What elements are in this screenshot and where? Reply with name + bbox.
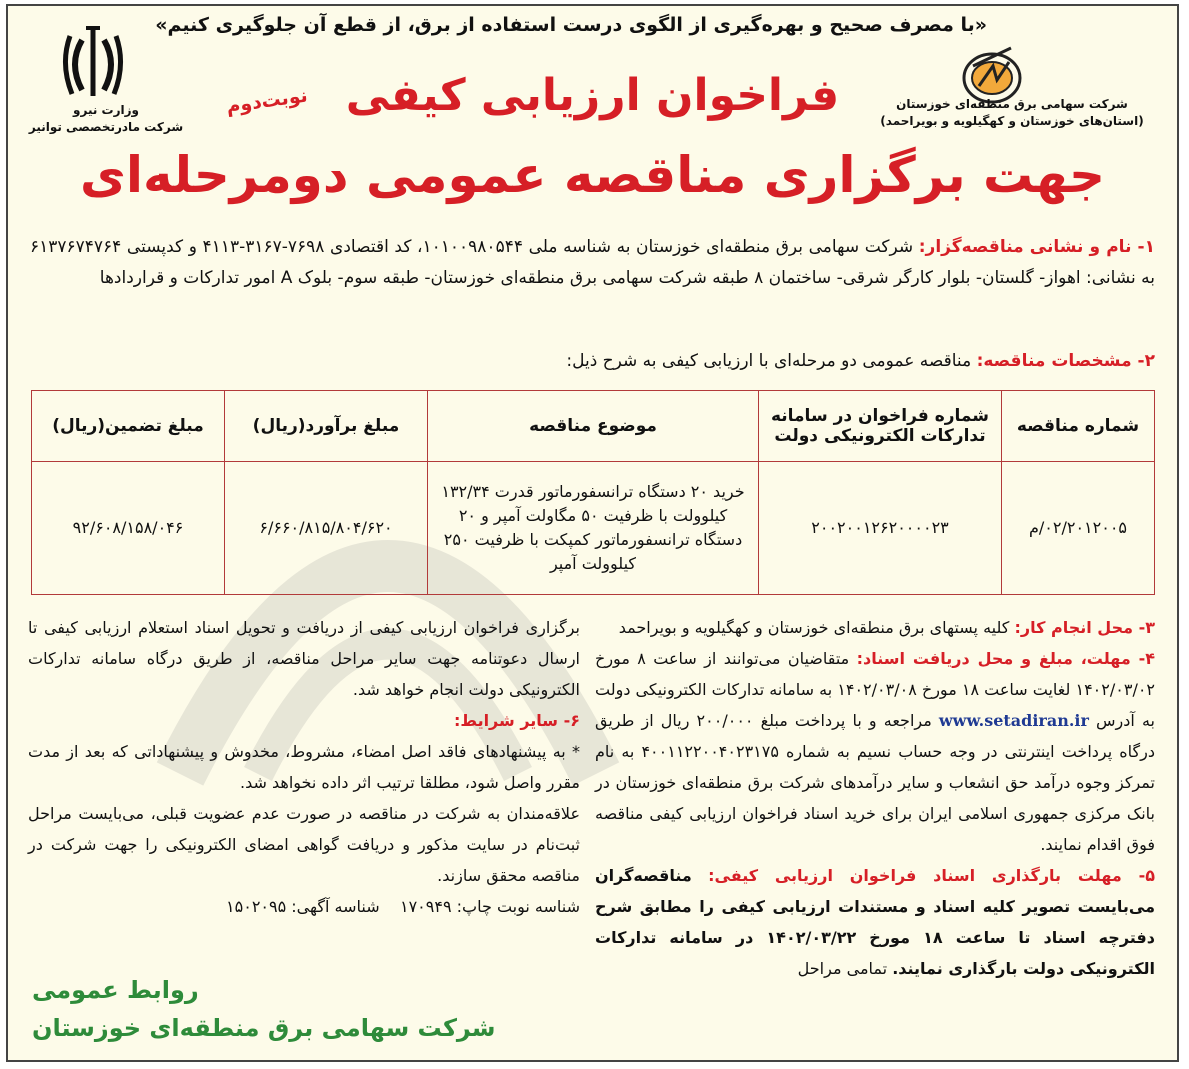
section-6-heading: ۶- سایر شرایط:	[454, 711, 580, 730]
setad-url-link[interactable]: www.setadiran.ir	[938, 711, 1089, 730]
slogan: «با مصرف صحیح و بهره‌گیری از الگوی درست استفاده از برق، از قطع آن جلوگیری کنیم»	[155, 14, 987, 36]
section-5-bold-text: مناقصه‌گران می‌بایست تصویر کلیه اسناد و مستندات ارزیابی کیفی را مطابق شرح دفترچه اسناد تا ساعت ۱۸ مورخ ۱۴۰۲/۰۳/۲۲ در سامانه تدارکات الکترونیکی دولت بارگذاری نمایند.	[595, 866, 1155, 978]
page-title: فراخوان ارزیابی کیفی	[345, 70, 840, 121]
section-2	[30, 346, 1155, 377]
print-id: شناسه نوبت چاپ: ۱۷۰۹۴۹	[399, 897, 580, 916]
cell-guarantee: ۹۲/۶۰۸/۱۵۸/۰۴۶	[32, 462, 225, 595]
signature-line-1: روابط عمومی	[32, 976, 199, 1004]
signature-line-2: شرکت سهامی برق منطقه‌ای خوزستان	[32, 1014, 496, 1042]
round-label: نوبت‌دوم	[224, 84, 309, 118]
footer-ids	[28, 891, 580, 922]
header-estimate: مبلغ برآورد(ریال)	[225, 391, 428, 462]
ministry-block	[26, 102, 186, 136]
section-3	[595, 612, 1155, 643]
section-3-text: کلیه پستهای برق منطقه‌ای خوزستان و کهگیلویه و بویراحمد	[618, 618, 1010, 637]
continuation-text: برگزاری فراخوان ارزیابی کیفی از دریافت و تحویل اسناد استعلام ارزیابی کیفی تا ارسال دعوتنامه جهت سایر مراحل مناقصه، از طریق درگاه سامانه تدارکات الکترونیکی دولت انجام خواهد شد.	[28, 618, 580, 699]
section-5-text: تمامی مراحل	[797, 959, 888, 978]
table-header-row	[32, 391, 1155, 462]
section-1-text: شرکت سهامی برق منطقه‌ای خوزستان به شناسه ملی ۱۰۱۰۰۹۸۰۵۴۴، کد اقتصادی ۷۶۹۸-۳۱۶۷-۴۱۱۳ و کدپستی ۶۱۳۷۶۷۴۷۶۴ به نشانی: اهواز- گلستان- بلوار کارگر شرقی- ساختمان ۸ طبقه شرکت سهامی برق منطقه‌ای خوزستان- طبقه سوم- بلوک A امور تدارکات و قراردادها	[30, 237, 1155, 288]
section-1-heading: ۱- نام و نشانی مناقصه‌گزار:	[918, 237, 1156, 257]
header-guarantee: مبلغ تضمین(ریال)	[32, 391, 225, 462]
iran-emblem-icon	[58, 24, 128, 102]
table-row	[32, 462, 1155, 595]
left-column	[28, 612, 580, 922]
company-name-line2: (استان‌های خوزستان و کهگیلویه و بویراحمد)	[880, 114, 1144, 128]
page-subtitle: جهت برگزاری مناقصه عمومی دومرحله‌ای	[80, 146, 1105, 204]
section-4	[595, 643, 1155, 860]
ad-id: شناسه آگهی: ۱۵۰۲۰۹۵	[226, 897, 380, 916]
section-6-heading-line	[28, 705, 580, 736]
header-subject: موضوع مناقصه	[428, 391, 759, 462]
section-3-heading: ۳- محل انجام کار:	[1014, 618, 1155, 637]
cell-estimate: ۶/۶۶۰/۸۱۵/۸۰۴/۶۲۰	[225, 462, 428, 595]
section-4-heading: ۴- مهلت، مبلغ و محل دریافت اسناد:	[856, 649, 1156, 668]
cell-subject: خرید ۲۰ دستگاه ترانسفورماتور قدرت ۱۳۲/۳۴ کیلوولت با ظرفیت ۵۰ مگاولت آمپر و ۲۰ دستگاه ترانسفورماتور کمپکت با ظرفیت ۲۵۰ کیلوولت آمپر	[428, 462, 759, 595]
company-name-block	[877, 96, 1147, 130]
company-name-line1: شرکت سهامی برق منطقه‌ای خوزستان	[896, 97, 1128, 111]
section-2-text: مناقصه عمومی دو مرحله‌ای با ارزیابی کیفی به شرح ذیل:	[566, 351, 972, 371]
header-tender-no: شماره مناقصه	[1002, 391, 1155, 462]
section-2-heading: ۲- مشخصات مناقصه:	[976, 351, 1155, 371]
section-1	[30, 232, 1155, 294]
section-5	[595, 860, 1155, 984]
section-4-text-after: مراجعه و با پرداخت مبلغ ۲۰۰/۰۰۰ ریال از طریق درگاه پرداخت اینترنتی در وجه حساب نسیم به شماره ۴۰۰۱۱۲۲۰۰۴۰۲۳۱۷۵ به نام تمرکز وجوه درآمد حق انشعاب و سایر درآمدهای شرکت برق منطقه‌ای خوزستان در بانک مرکزی جمهوری اسلامی ایران برای خرید اسناد فراخوان ارزیابی کیفی مناقصه فوق اقدام نمایند.	[595, 711, 1155, 854]
section-5-heading: ۵- مهلت بارگذاری اسناد فراخوان ارزیابی کیفی:	[708, 866, 1155, 885]
section-6-item-1: * به پیشنهادهای فاقد اصل امضاء، مشروط، مخدوش و پیشنهاداتی که بعد از مدت مقرر واصل شود، مطلقا ترتیب اثر داده نخواهد شد.	[28, 742, 580, 792]
ministry-line2: شرکت مادرتخصصی توانیر	[28, 120, 184, 134]
section-4-text-before: متقاضیان می‌توانند از ساعت ۸ مورخ ۱۴۰۲/۰۳/۰۲ لغایت ساعت ۱۸ مورخ ۱۴۰۲/۰۳/۰۸ به سامانه تدارکات الکترونیکی دولت به آدرس	[595, 649, 1156, 730]
cell-setad-no: ۲۰۰۲۰۰۱۲۶۲۰۰۰۰۲۳	[759, 462, 1002, 595]
ministry-line1: وزارت نیرو	[73, 103, 139, 117]
header-setad-no: شماره فراخوان در سامانه تدارکات الکترونیکی دولت	[759, 391, 1002, 462]
cell-tender-no: ۰۲/۲۰۱۲۰۰۵/م	[1002, 462, 1155, 595]
section-6-item-2: علاقه‌مندان به شرکت در مناقصه در صورت عدم عضویت قبلی، می‌بایست مراحل ثبت‌نام در سایت مذکور و دریافت گواهی امضای الکترونیکی را جهت شرکت در مناقصه محقق سازند.	[28, 804, 580, 885]
tender-table	[31, 390, 1155, 595]
advertisement-page	[6, 4, 1179, 1062]
right-column	[595, 612, 1155, 984]
